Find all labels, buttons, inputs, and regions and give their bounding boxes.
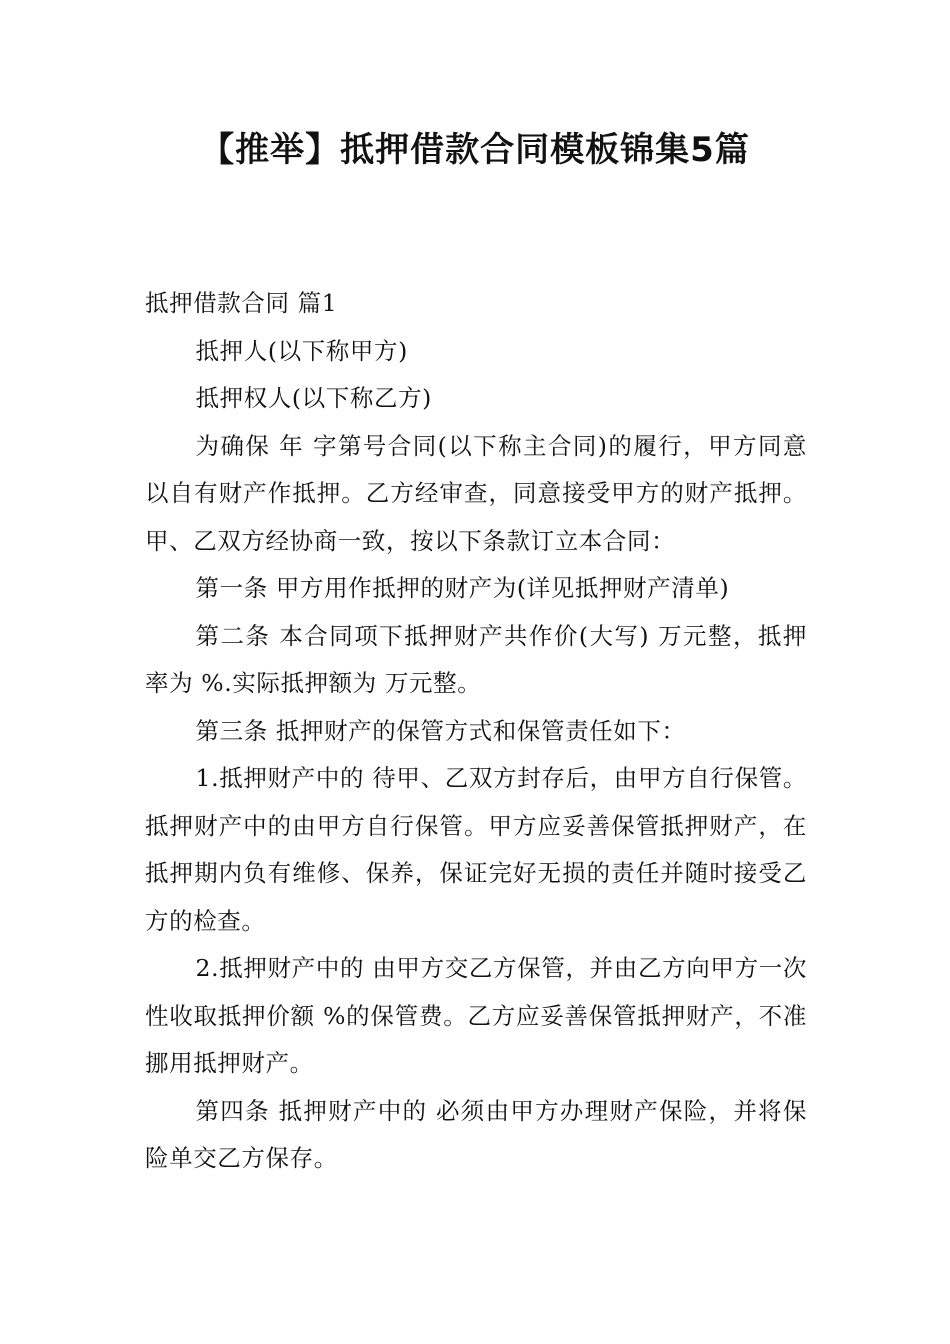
paragraph: 抵押人(以下称甲方): [195, 336, 408, 365]
paragraph: 为确保 年 字第号合同(以下称主合同)的履行，甲方同意以自有财产作抵押。乙方经审查，同意接受甲方的财产抵押。甲、乙双方经协商一致，按以下条款订立本合同：: [145, 431, 807, 555]
paragraph: 第三条 抵押财产的保管方式和保管责任如下：: [195, 716, 686, 745]
paragraph: 2.抵押财产中的 由甲方交乙方保管，并由乙方向甲方一次性收取抵押价额 %的保管费。乙方应妥善保管抵押财产，不准挪用抵押财产。: [145, 954, 807, 1077]
paragraph: 第四条 抵押财产中的 必须由甲方办理财产保险，并将保险单交乙方保存。: [145, 1096, 807, 1172]
paragraph: 第二条 本合同项下抵押财产共作价(大写) 万元整，抵押率为 %.实际抵押额为 万元整。: [145, 621, 807, 697]
document-body: [145, 280, 807, 1183]
section-heading: 抵押借款合同 篇1: [145, 289, 338, 317]
paragraph: 1.抵押财产中的 待甲、乙双方封存后，由甲方自行保管。抵押财产中的由甲方自行保管。甲方应妥善保管抵押财产，在抵押期内负有维修、保养，保证完好无损的责任并随时接受乙方的检查。: [145, 764, 807, 935]
paragraph: 抵押权人(以下称乙方): [195, 384, 432, 412]
document-title: 【推举】抵押借款合同模板锦集5篇: [200, 130, 750, 170]
paragraph: 第一条 甲方用作抵押的财产为(详见抵押财产清单): [195, 574, 730, 602]
